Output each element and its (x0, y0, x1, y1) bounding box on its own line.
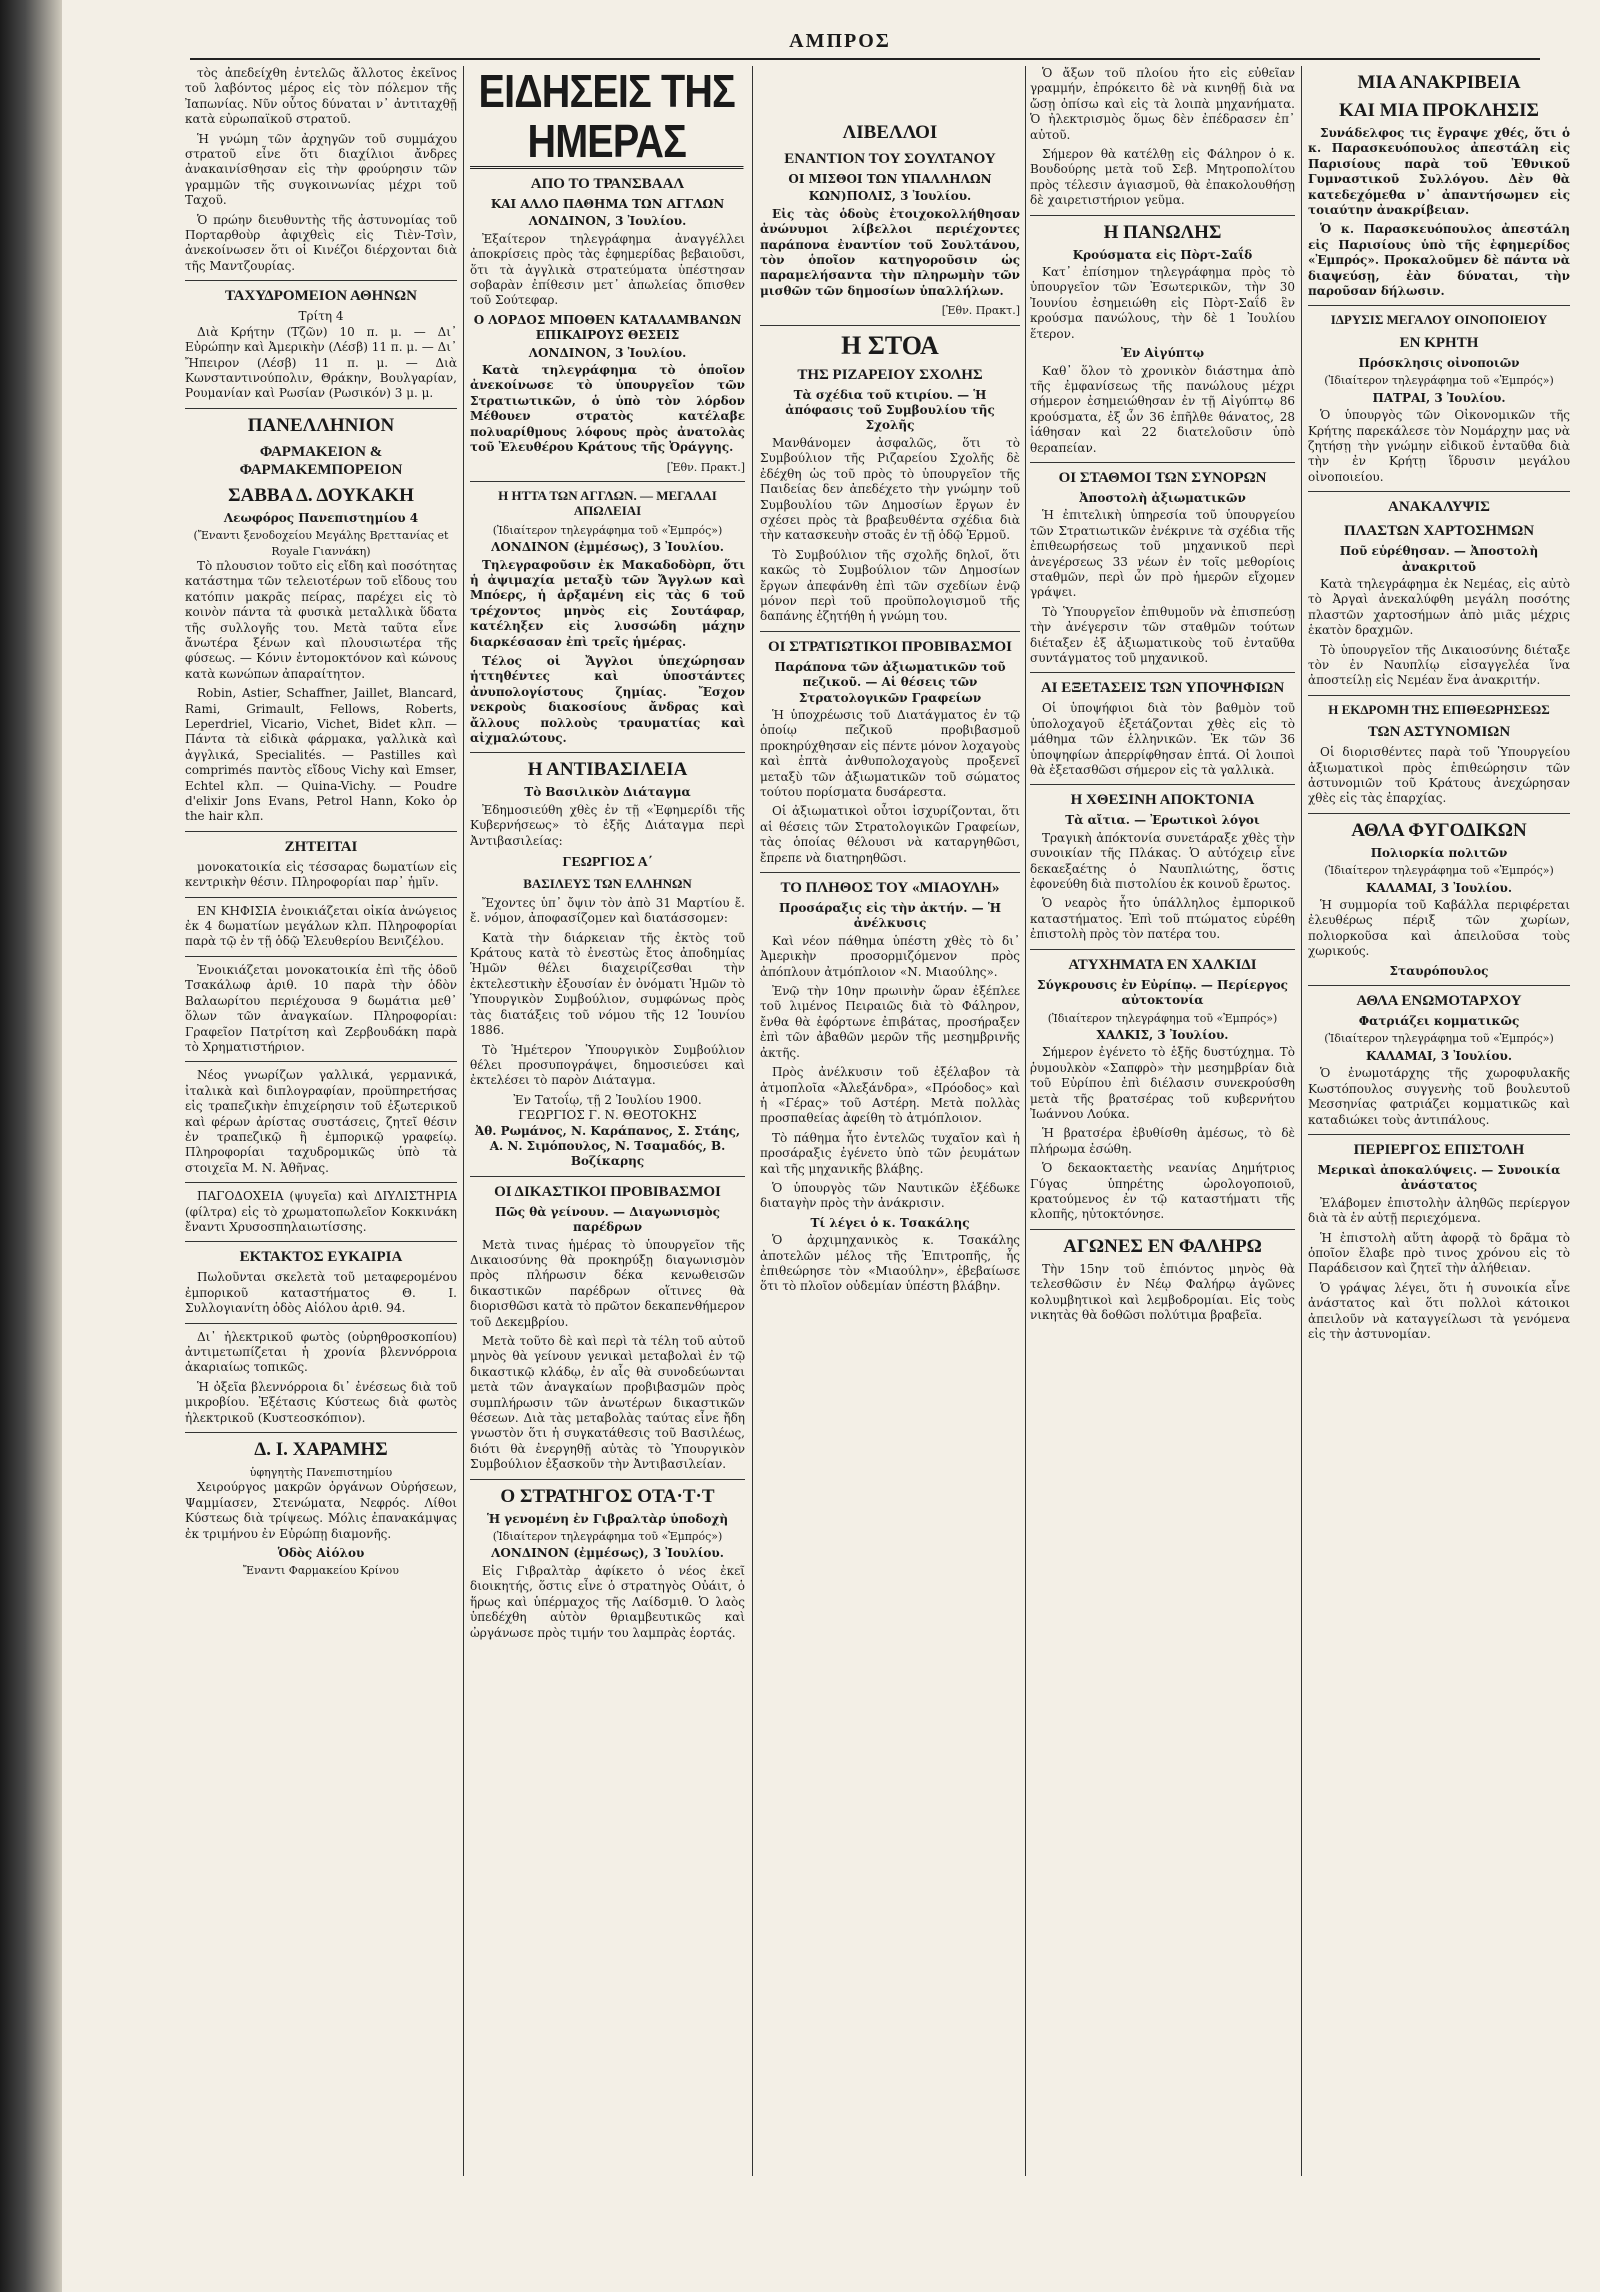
paragraph: Εἰς Γιβραλτὰρ ἀφίκετο ὁ νέος ἐκεῖ διοικητής, ὅστις εἶνε ὁ στρατηγὸς Οὐάιτ, ὁ ἥρως καὶ ὑπέρμαχος τῆς Λαίδσμιθ. Ὁ λαὸς ὑπεδέχθη αὐτὸν θριαμβευτικῶς καὶ ὠργάνωσε πρὸς τιμήν του λαμπρὰς ἑορτάς. (470, 1563, 745, 1640)
paragraph: Κατὰ τηλεγράφημα τὸ ὁποῖον ἀνεκοίνωσε τὸ ὑπουργεῖον τῶν Στρατιωτικῶν, ὁ ὑπὸ τὸν λόρδον Μέθουεν στρατὸς κατέλαβε πολυαρίθμους λόφους πρὸς ἀνατολὰς τοῦ Ἐλευθέρου Κράτους τῆς Ὀράγγης. (470, 363, 745, 455)
article-heading: ΑΠΟ ΤΟ ΤΡΑΝΣΒΑΑΛ (530, 176, 685, 192)
top-rule (190, 58, 1540, 60)
column-divider (1301, 66, 1302, 2176)
article-subheading: Κρούσματα εἰς Πὸρτ-Σαΐδ (1072, 247, 1253, 262)
divider (1030, 1229, 1295, 1230)
divider (1308, 813, 1570, 814)
column-divider (752, 66, 753, 2176)
article-subheading: Τί λέγει ὁ κ. Τσακάλης (810, 1215, 970, 1230)
divider (185, 408, 457, 409)
divider (185, 831, 457, 832)
ad-opportunity-heading: ΕΚΤΑΚΤΟΣ ΕΥΚΑΙΡΙΑ (239, 1249, 403, 1266)
article-subheading: Ἀποστολὴ ἀξιωματικῶν (1079, 490, 1246, 505)
dateline: ΛΟΝΔΙΝΟΝ, 3 Ἰουλίου. (528, 214, 687, 229)
divider (185, 956, 457, 957)
article-heading: Η ΑΝΤΙΒΑΣΙΛΕΙΑ (527, 759, 688, 781)
paragraph: Ἐλάβομεν ἐπιστολὴν ἀληθῶς περίεργον διὰ τὰ ἐν αὐτῇ περιεχόμενα. (1308, 1195, 1570, 1226)
paragraph: Καθ᾽ ὅλον τὸ χρονικὸν διάστημα ἀπὸ τῆς ἐμφανίσεως τῆς πανώλους μέχρι σήμερον ἐσημειώθησαν ἐν τῇ Αἰγύπτῳ 86 κρούσματα, ἐξ ὧν 36 ἐπῆλθε θάνατος, 28 ἰάθησαν καὶ 22 διατελοῦσιν ὑπὸ θεραπείαν. (1030, 363, 1295, 455)
ad-pharmacy-address: Λεωφόρος Πανεπιστημίου 4 (223, 510, 419, 525)
divider (185, 1182, 457, 1183)
paragraph: Ὁ δεκαοκταετὴς νεανίας Δημήτριος Γύγας ὑπηρέτης ὡρολογοποιοῦ, κρατούμενος ἐν τῷ καταστήματι τῆς κλοπῆς, ηὐτοκτόνησε. (1030, 1161, 1295, 1222)
dateline: ΛΟΝΔΙΝΟΝ, 3 Ἰουλίου. (528, 345, 687, 360)
divider (185, 1432, 457, 1433)
telegram-note: (Ἰδιαίτερον τηλεγράφημα τοῦ «Ἐμπρός») (1324, 864, 1554, 878)
article-heading-2: ΤΩΝ ΑΣΤΥΝΟΜΙΩΝ (1367, 724, 1511, 741)
divider (1308, 695, 1570, 696)
article-heading: Η ΠΑΝΩΛΗΣ (1103, 221, 1222, 243)
divider (1308, 491, 1570, 492)
source-note: [Ἐθν. Πρακτ.] (666, 460, 745, 474)
divider (470, 1176, 745, 1177)
ad-pharmacy-title: ΠΑΝΕΛΛΗΝΙΟΝ (247, 414, 395, 436)
paragraph: Ἐδημοσιεύθη χθὲς ἐν τῇ «Ἐφημερίδι τῆς Κυβερνήσεως» τὸ ἑξῆς Διάταγμα περὶ Ἀντιβασιλείας: (470, 802, 745, 848)
telegram-note: (Ἰδιαίτερον τηλεγράφημα τοῦ «Ἐμπρός») (1047, 1011, 1278, 1025)
article-subheading: Μερικαὶ ἀποκαλύψεις. — Συνοικία ἀνάστατος (1317, 1162, 1561, 1193)
article-subheading: Προσάραξις εἰς τὴν ἀκτήν. — Ἡ ἀνέλκυσις (779, 901, 1001, 931)
post-office-heading: ΤΑΧΥΔΡΟΜΕΙΟΝ ΑΘΗΝΩΝ (225, 288, 417, 305)
paragraph: Ὁ ὑπουργὸς τῶν Οἰκονομικῶν τῆς Κρήτης παρεκάλεσε τὸν Νομάρχην μας νὰ ζητήσῃ τὴν γνώμην εἰδικοῦ ἐνταῦθα διὰ τὴν ἐν Κρήτῃ ἵδρυσιν μεγάλου οἰνοποιείου. (1308, 408, 1570, 484)
article-subheading: Πρόσκλησις οἰνοποιῶν (1358, 355, 1520, 370)
paragraph: Πρὸς ἀνέλκυσιν τοῦ ἐξέλαβον τὰ ἀτμοπλοῖα «Ἀλεξάνδρα», «Πρόοδος» καὶ ἡ «Γέρας» τοῦ Αστέρη. Μετὰ πολλὰς προσπαθείας ἀφείθη τὸ ἀτμόπλοιον. (760, 1065, 1020, 1126)
paragraph: Ἡ συμμορία τοῦ Καβάλλα περιφέρεται ἐλευθέρως πέριξ τῶν χωρίων, πολιορκοῦσα καὶ ἀπειλοῦσα τοὺς χωρικούς. (1308, 898, 1570, 959)
paragraph: Τὸ Ὑπουργεῖον ἐπιθυμοῦν νὰ ἐπισπεύσῃ τὴν ἀνέγερσιν τῶν σταθμῶν τούτων διέταξεν ἐξ ἀξιωματικοὺς τοῦ ἐνταῦθα συντάγματος τοῦ μηχανικοῦ. (1030, 604, 1295, 665)
paragraph: Οἱ διορισθέντες παρὰ τοῦ Ὑπουργείου ἀξιωματικοὶ πρὸς ἐπιθεώρησιν τῶν ἀστυνομιῶν τοῦ Κράτους ἀνεχώρησαν χθὲς εἰς τὰς ἐπαρχίας. (1308, 745, 1570, 806)
article-subheading: Ἡ γενομένη ἐν Γιβραλτὰρ ὑποδοχὴ (486, 1511, 729, 1526)
ad-pharmacy-location: (Ἔναντι ξενοδοχείου Μεγάλης Βρεττανίας et Royale Γιαννάκη) (193, 529, 449, 558)
divider (1030, 672, 1295, 673)
paragraph: Συνάδελφος τις ἔγραψε χθές, ὅτι ὁ κ. Παρασκευόπουλος ἀπεστάλη εἰς Παρισίους παρὰ τοῦ Ἐθνικοῦ Γυμναστικοῦ Συλλόγου. Δὲν θὰ κατεδεχόμεθα ν᾽ ἀπαντήσωμεν εἰς τοιαύτην ἀνακρίβειαν. (1308, 126, 1570, 218)
divider (1030, 949, 1295, 950)
paragraph: Εἰς τὰς ὁδοὺς ἐτοιχοκολλήθησαν ἀνώνυμοι λίβελλοι περιέχοντες παράπονα ἐναντίον τοῦ Σουλτάνου, τὸν ὁποῖον κατηγοροῦσιν ὡς παραμελήσαντα τὴν πληρωμὴν τῶν μισθῶν τῶν δημοσίων ὑπαλλήλων. (760, 206, 1020, 298)
ad-doctor-address: Ὁδὸς Αἰόλου (277, 1546, 365, 1561)
telegram-note: (Ἰδιαίτερον τηλεγράφημα τοῦ «Ἐμπρός») (492, 523, 723, 537)
post-day: Τρίτη 4 (298, 309, 344, 324)
divider (1308, 305, 1570, 306)
ad-rent-text: Ἐνοικιάζεται μονοκατοικία ἐπὶ τῆς ὁδοῦ Τσακάλωφ ἀριθ. 10 παρὰ τὴν ὁδὸν Βαλαωρίτου περιέχουσα 9 δωμάτια μεθ᾽ ὅλων τῶν ἀναγκαίων. Πληροφορίαι: Γραφεῖον Πατρίτση καὶ Ζερβουδάκη παρὰ τὸ Χρηματιστήριον. (185, 962, 457, 1054)
article-subheading: Φατριάζει κομματικῶς (1358, 1014, 1520, 1029)
source-note: [Ἐθν. Πρακτ.] (941, 304, 1020, 318)
ad-medical-text-2: Ἡ ὀξεῖα βλεννόρροια δι᾽ ἐνέσεως διὰ τοῦ μικροβίου. Ἐξέτασις Κύστεως διὰ φωτὸς ἠλεκτρικοῦ (Κυστεοσκόπιον). (185, 1379, 457, 1425)
paragraph: Ἐξαίτερον τηλεγράφημα ἀναγγέλλει ἀποκρίσεις πρὸς τὰς ἐφημερίδας βεβαιοῦσι, ὅτι τὰ ἀγγλικὰ στρατεύματα ὑπέστησαν σοβαρὰν ἐπίθεσιν μετ᾽ ἀπωλείας ὄπισθεν τοῦ Σούτεφαρ. (470, 231, 745, 308)
decree-king: ΓΕΩΡΓΙΟΣ Α΄ (562, 855, 653, 871)
ad-job-text: Νέος γνωρίζων γαλλικά, γερμανικά, ἰταλικὰ καὶ διπλογραφίαν, προϋπηρετήσας εἰς τραπεζικὴν ἐπιχείρησιν τοῦ ἐξωτερικοῦ καὶ φέρων ἀρίστας συστάσεις, ζητεῖ θέσιν ἐν τραπεζικῷ ἢ ἐμπορικῷ γραφείῳ. Πληροφορίαι ταχυδρομικῶς ὑπὸ τὰ στοιχεῖα Μ. Ν. Ἀθῆνας. (185, 1068, 457, 1175)
post-schedule: Διὰ Κρήτην (Τζῶν) 10 π. μ. — Δι᾽ Εὐρώπην καὶ Ἀμερικὴν (Λέσβ) 11 π. μ. — Δι᾽ Ἤπειρον (Λέσβ) 11 π. μ. — Διὰ Κωνσταντινούπολιν, Θράκην, Βουλγαρίαν, Ρουμανίαν καὶ Ρωσίαν (Ρωσικόν) 3 μ. μ. (185, 324, 457, 401)
paragraph: Ἡ ἐπιτελικὴ ὑπηρεσία τοῦ ὑπουργείου τῶν Στρατιωτικῶν ἐνέκρινε τὰ σχέδια τῆς ἐπιθεωρήσεως τοῦ μηχανικοῦ περὶ ἀνεγέρσεως 33 νέων ἐν τοῖς μεθορίοις σταθμῶν, περὶ ὧν πρὸ ἡμερῶν εἴχομεν γράψει. (1030, 508, 1295, 600)
signature: Σταυρόπουλος (1389, 963, 1489, 978)
article-heading-2: ΠΛΑΣΤΩΝ ΧΑΡΤΟΣΗΜΩΝ (1343, 523, 1535, 540)
paragraph: Μανθάνομεν ἀσφαλῶς, ὅτι τὸ Συμβούλιον τῆς Ριζαρείου Σχολῆς δὲ ἐδέχθη ὡς τοῦ πρὸς τὸ ὑπουργεῖον τῆς Παιδείας δεν ἀπεδέχετο τὴν γνώμην τοῦ Συμβουλίου τῶν Δημοσίων ἔργων ἐν σχέσει πρὸς τὰ βραβευθέντα σχέδια διὰ τὴν κατασκευὴν στοᾶς ἐν τῇ ὁδῷ Ἑρμοῦ. (760, 435, 1020, 543)
article-subheading: ΟΙ ΜΙΣΘΟΙ ΤΩΝ ΥΠΑΛΛΗΛΩΝ (788, 172, 992, 186)
paragraph: Καὶ νέον πάθημα ὑπέστη χθὲς τὸ δι᾽ Ἀμερικὴν προσορμιζόμενον πρὸς ἀπόπλουν ἀτμόπλοιον «Ν. Μιαούλης». (760, 933, 1020, 979)
article-heading: ΜΙΑ ΑΝΑΚΡΙΒΕΙΑ (1357, 72, 1521, 93)
paragraph: Οἱ ὑποψήφιοι διὰ τὸν βαθμὸν τοῦ ὑπολοχαγοῦ ἐξετάζονται χθὲς εἰς τὸ μάθημα τῶν ἑλληνικῶν. Ἐκ τῶν 36 ὑποψηφίων ἀπερρίφθησαν ἐπτά. Οἱ λοιποὶ θὰ ἐξετασθῶσι σήμερον εἰς τὰ γαλλικὰ. (1030, 701, 1295, 778)
article-heading: ΑΓΩΝΕΣ ΕΝ ΦΑΛΗΡΩ (1063, 1235, 1262, 1257)
telegram-note: (Ἰδιαίτερον τηλεγράφημα τοῦ «Ἐμπρός») (1324, 374, 1554, 388)
paragraph: Τὴν 15ην τοῦ ἐπιόντος μηνὸς θὰ τελεσθῶσιν ἐν Νέῳ Φαλήρῳ ἀγῶνες κολυμβητικοὶ καὶ λεμβοδρομίαι. Εἰς τοὺς νικητὰς θὰ δοθῶσι πολύτιμα βραβεῖα. (1030, 1261, 1295, 1322)
paragraph: Ἔχοντες ὑπ᾽ ὄψιν τὸν ἀπὸ 31 Μαρτίου ἔ. ἔ. νόμον, ἀποφασίζομεν καὶ διατάσσομεν: (470, 895, 745, 926)
paragraph: Κατὰ τηλεγράφημα ἐκ Νεμέας, εἰς αὐτὸ τὸ Ἀργαὶ ἀνεκαλύφθη μεγάλη ποσότης πλαστῶν χαρτοσήμων ἀπὸ μιᾶς μέχρις ἑκατὸν δραχμῶν. (1308, 576, 1570, 638)
paragraph: Τὸ Ἡμέτερον Ὑπουργικὸν Συμβούλιον θέλει προσυπογράψει, δημοσιεύσει καὶ ἐκτελέσει τὸ παρὸν Διάταγμα. (470, 1042, 745, 1088)
article-heading-2: ΤΗΣ ΡΙΖΑΡΕΙΟΥ ΣΧΟΛΗΣ (797, 366, 983, 383)
ad-kifisia-text: ΕΝ ΚΗΦΙΣΙΑ ἐνοικιάζεται οἰκία ἀνώγειος ἐκ 4 δωματίων μεγάλων κλπ. Πληροφορίαι παρὰ τῷ ἐν τῇ ὁδῷ Ἐλευθερίου Βενιζέλου. (185, 903, 457, 949)
divider (185, 1061, 457, 1062)
divider (1030, 784, 1295, 785)
dateline: ΚΑΛΑΜΑΙ, 3 Ἰουλίου. (1365, 880, 1513, 895)
divider (470, 1479, 745, 1480)
paragraph: Ὁ γράψας λέγει, ὅτι ἡ συνοικία εἶνε ἀνάστατος καὶ ὅτι πολλοὶ κάτοικοι ἀπειλοῦν νὰ καταγγείλωσι τὰ γενόμενα εἰς τὴν ἀστυνομίαν. (1308, 1280, 1570, 1341)
paragraph: Τηλεγραφοῦσιν ἐκ Μακαδοδὸρπ, ὅτι ἡ ἀψιμαχία μεταξὺ τῶν Ἄγγλων καὶ Μπόερς, ἡ ἀρξαμένη εἰς τὰς 6 τοῦ τρέχοντος μηνὸς εἰς Σουτάφαρ, κατέληξεν εἰς λυσσώδη μάχην διαρκέσασαν ἐπὶ τρεῖς ἡμέρας. (470, 557, 745, 649)
article-heading-2: ΕΝ ΚΡΗΤΗ (1399, 334, 1479, 351)
paragraph: Κατὰ τὴν διάρκειαν τῆς ἐκτὸς τοῦ Κράτους κατὰ τὸ ἐνεστὼς ἔτος ἀποδημίας Ἡμῶν θέλει διαχειρίζεσθαι τὴν ἐκτελεστικὴν ἐξουσίαν ἐν ὀνόματι Ἡμῶν τὸ Ὑπουργικὸν Συμβούλιον, συμφώνως πρὸς τὰς διατάξεις τοῦ νόμου τῆς 12 Ἰουνίου 1886. (470, 930, 745, 1038)
column-2 (470, 66, 745, 2176)
article-heading: ΟΙ ΔΙΚΑΣΤΙΚΟΙ ΠΡΟΒΙΒΑΣΜΟΙ (494, 1183, 721, 1200)
article-heading-2: ΕΝΑΝΤΙΟΝ ΤΟΥ ΣΟΥΛΤΑΝΟΥ (784, 151, 996, 167)
article-heading: ΑΝΑΚΑΛΥΨΙΣ (1387, 499, 1490, 516)
divider (470, 752, 745, 753)
divider (1308, 1134, 1570, 1135)
ad-ice-text: ΠΑΓΟΔΟΧΕΙΑ (ψυγεῖα) καὶ ΔΙΥΛΙΣΤΗΡΙΑ (φίλτρα) εἰς τὸ χρωματοπωλεῖον Κοκκινάκη ἔναντι Χρυσοσπηλαιωτίσσης. (185, 1189, 457, 1234)
decree-ministers: Ἀθ. Ρωμάνος, Ν. Καράπανος, Σ. Στάης, Α. Ν. Σιμόπουλος, Ν. Τσαμαδός, Β. Βοζίκαρης (474, 1123, 741, 1169)
paragraph: Σήμερον ἐγένετο τὸ ἑξῆς δυστύχημα. Τὸ ῥυμουλκὸν «Σαπφρὸ» τὴν μεσημβρίαν διὰ τοῦ Εὐρίπου ἐπὶ διέλασιν συνεκρούσθη μετὰ τῆς βρατσέρας τοῦ κυβερνήτου Ἰωάννου Λούκα. (1030, 1045, 1295, 1121)
divider (185, 897, 457, 898)
paragraph: Οἱ ἀξιωματικοὶ οὗτοι ἰσχυρίζονται, ὅτι αἱ θέσεις τῶν Στρατολογικῶν Γραφείων, τὰς ὁποίας θέλουσι νὰ καταργηθῶσι, ἔπρεπε νὰ διατηρηθῶσι. (760, 804, 1020, 865)
article-heading: ΑΤΥΧΗΜΑΤΑ ΕΝ ΧΑΛΚΙΔΙ (1068, 956, 1257, 973)
paragraph: Ὁ κ. Παρασκευόπουλος ἀπεστάλη εἰς Παρισίους ὑπὸ τῆς ἐφημερίδος «Ἐμπρός». Προκαλοῦμεν δὲ πάντα νὰ διαψεύσῃ, ἐὰν δύναται, τὴν παροῦσαν δήλωσιν. (1308, 222, 1570, 299)
article-heading: Ο ΣΤΡΑΤΗΓΟΣ ΟΤΑ·Τ·Τ (500, 1485, 715, 1507)
article-heading: Η ΧΘΕΣΙΝΗ ΑΠΟΚΤΟΝΙΑ (1070, 792, 1255, 809)
ad-pharmacy-subtitle: ΦΑΡΜΑΚΕΙΟΝ & ΦΑΡΜΑΚΕΜΠΟΡΕΙΟΝ (239, 443, 403, 478)
column-divider (463, 66, 464, 2176)
ad-opportunity-text: Πωλοῦνται σκελετὰ τοῦ μεταφερομένου ἐμπορικοῦ καταστήματος Θ. Ι. Συλλογιανίτη ὁδὸς Αἰόλου ἀριθ. 94. (185, 1270, 457, 1316)
article-heading: ΛΙΒΕΛΛΟΙ (842, 122, 938, 143)
article-heading: ΟΙ ΣΤΑΘΜΟΙ ΤΩΝ ΣΥΝΟΡΩΝ (1058, 469, 1267, 486)
paragraph: Ὁ ἀρχιμηχανικὸς κ. Τσακάλης ἀποτελῶν μέλος τῆς Ἐπιτροπῆς, ἧς ἐπιθεώρησε τὸν «Μιαούλην», ἐβεβαίωσε ὅτι τὸ πλοῖον οὐδεμίαν ὑπέστη βλάβην. (760, 1233, 1020, 1294)
scan-edge-shadow (0, 0, 62, 2292)
paragraph: Τὸ Συμβούλιον τῆς σχολῆς δηλοῖ, ὅτι κακῶς τὸ Συμβούλιον τῶν Δημοσίων ἔργων ἀπεφάνθη ἐπὶ τῶν σχεδίων ἐνῷ μόνον περὶ τοῦ προϋπολογισμοῦ τῆς δαπάνης ἐζητήθη ἡ γνώμη του. (760, 547, 1020, 624)
divider (1030, 462, 1295, 463)
ad-doctor-title: ὑφηγητὴς Πανεπιστημίου (249, 1466, 393, 1480)
article-subheading: Σύγκρουσις ἐν Εὐρίπῳ. — Περίεργος αὐτοκτονία (1037, 977, 1288, 1008)
paragraph: Μετὰ τοῦτο δὲ καὶ περὶ τὰ τέλη τοῦ αὐτοῦ μηνὸς θὰ γείνουν γενικαὶ μεταβολαὶ ἐν τῷ δικαστικῷ κλάδῳ, ἐν αἷς θὰ συνοδεύωνται μετὰ τῶν ἀναγκαίων προβιβασμῶν πρὸς συμπλήρωσιν τῶν ἀνωτέρων δικαστικῶν θέσεων. Διὰ τὰς μεταβολὰς ταύτας εἶνε ἤδη γνωστὸν ὅτι ἡ συγκατάθεσις τοῦ Βασιλέως, διότι θὰ ἐνεργηθῇ αὐτὰς τὸ Ὑπουργικὸν Συμβούλιον ἐξασκοῦν τὴν Ἀντιβασιλείαν. (470, 1334, 745, 1472)
divider (1030, 215, 1295, 216)
decree-signatures: ΓΕΩΡΓΙΟΣ Γ. Ν. ΘΕΟΤΟΚΗΣ (518, 1108, 697, 1123)
masthead: ΑΜΠΡΟΣ (789, 30, 891, 52)
paragraph: Σήμερον θὰ κατέλθῃ εἰς Φάληρον ὁ κ. Βουδούρης μετὰ τοῦ Σεβ. Μητροπολίτου πρὸς τέλεσιν ἁγιασμοῦ, θὰ ἐπακολουθήσῃ δὲ χαιρετιστήριον γεῦμα. (1030, 147, 1295, 208)
dateline: ΚΩΝ)ΠΟΛΙΣ, 3 Ἰουλίου. (808, 189, 972, 204)
divider (1308, 985, 1570, 986)
article-heading-2: ΚΑΙ ΜΙΑ ΠΡΟΚΛΗΣΙΣ (1339, 100, 1539, 121)
article-subheading: Ἐν Αἰγύπτῳ (1120, 346, 1205, 361)
ad-doctor-text: Χειρούργος μακρῶν ὀργάνων Οὐρήσεων, Ψαμμίασεν, Στενώματα, Νεφρός. Λίθοι Κύστεως διὰ τρίψεως. Μόλις ἐπανακάμψας ἐκ τριμήνου ἐν Εὐρώπῃ διαμονῆς. (185, 1480, 457, 1541)
decree-title: ΒΑΣΙΛΕΥΣ ΤΩΝ ΕΛΛΗΝΩΝ (523, 876, 692, 892)
article-subheading: Παράπονα τῶν ἀξιωματικῶν τοῦ πεζικοῦ. — Αἱ θέσεις τῶν Στρατολογικῶν Γραφείων (774, 659, 1006, 705)
ad-doctor-address-2: Ἔναντι Φαρμακείου Κρίνου (243, 1564, 399, 1578)
divider (185, 1323, 457, 1324)
article-heading: Η ΣΤΟΑ (841, 330, 939, 360)
article-heading: Η ΗΤΤΑ ΤΩΝ ΑΓΓΛΩΝ. — ΜΕΓΑΛΑΙ ΑΠΩΛΕΙΑΙ (498, 487, 717, 519)
article-heading: ΑΘΛΑ ΕΝΩΜΟΤΑΡΧΟΥ (1356, 993, 1522, 1010)
column-4 (1030, 66, 1295, 2176)
divider (760, 872, 1020, 873)
article-subheading: Τὰ αἴτια. — Ἐρωτικοὶ λόγοι (1065, 813, 1260, 828)
paragraph: Ὁ πρώην διευθυντὴς τῆς ἀστυνομίας τοῦ Πορταρθοὺρ ἀφιχθεὶς εἰς Τιὲν-Τσὶν, ἀνεκοίνωσεν ὅτι οἱ Κινέζοι διέρχονται διὰ τῆς Μαντζουρίας. (185, 212, 457, 273)
paragraph: Ἡ ὑποχρέωσις τοῦ Διατάγματος ἐν τῷ ὁποίῳ πεζικοῦ προβιβασμοῦ προκηρύχθησαν εἰς πέντε μόνον λοχαγοὺς καὶ ἐπτὰ ἀνθυπολοχαγοὺς προξενεῖ μεταξὺ τῶν ἀξιωματικῶν τοῦ σώματος τούτου πορίσματα δυσάρεστα. (760, 707, 1020, 799)
paragraph: τὸς ἀπεδείχθη ἐντελῶς ἄλλοτος ἐκεῖνος τοῦ λαβόντος μέρος εἰς τὸν πόλεμον τῆς Ἰαπωνίας. Νῦν οὗτος δύναται ν᾽ ἀντιταχθῇ κατὰ εὐρωπαϊκοῦ στρατοῦ. (185, 66, 457, 127)
article-heading: Η ΕΚΔΡΟΜΗ ΤΗΣ ΕΠΙΘΕΩΡΗΣΕΩΣ (1328, 701, 1550, 717)
paragraph: Τραγικὴ ἀπόκτονία συνετάραξε χθὲς τὴν συνοικίαν τῆς Πλάκας. Ὁ αὐτόχειρ εἶνε δεκαεξαέτης ὁ Ναυπλιώτης, ὅστις ἐφονεύθη διὰ πιστολίου ἐκ κοινοῦ ἔρωτος. (1030, 830, 1295, 892)
section-banner: ΕΙΔΗΣΕΙΣ ΤΗΣ ΗΜΕΡΑΣ (470, 66, 743, 169)
dateline: ΛΟΝΔΙΝΟΝ (ἐμμέσως), 3 Ἰουλίου. (491, 540, 724, 555)
ad-pharmacy-owner: ΣΑΒΒΑ Δ. ΔΟΥΚΑΚΗ (228, 484, 414, 506)
article-heading: ΟΙ ΣΤΡΑΤΙΩΤΙΚΟΙ ΠΡΟΒΙΒΑΣΜΟΙ (767, 638, 1013, 655)
ad-wanted-heading: ΖΗΤΕΙΤΑΙ (284, 838, 358, 855)
paragraph: Τὸ ὑπουργεῖον τῆς Δικαιοσύνης διέταξε τὸν ἐν Ναυπλίῳ εἰσαγγελέα ἵνα ἀποστείλῃ εἰς Νεμέαν ἕνα ἀνακριτήν. (1308, 642, 1570, 688)
article-heading: ΑΘΛΑ ΦΥΓΟΔΙΚΩΝ (1351, 819, 1527, 841)
article-heading: ΠΕΡΙΕΡΓΟΣ ΕΠΙΣΤΟΛΗ (1353, 1141, 1525, 1158)
paragraph: Ὁ ἐνωμοτάρχης τῆς χωροφυλακῆς Κωστόπουλος συγγενὴς τοῦ βουλευτοῦ Μεσσηνίας φατριάζει κομματικῶς καὶ καταδιώκει τοὺς ἀντιπάλους. (1308, 1066, 1570, 1127)
column-5 (1308, 66, 1570, 2176)
article-heading: ΑΙ ΕΞΕΤΑΣΕΙΣ ΤΩΝ ΥΠΟΨΗΦΙΩΝ (1040, 680, 1285, 697)
paragraph: Ὁ ὑπουργὸς τῶν Ναυτικῶν ἐξέδωκε διαταγὴν πρὸς τὴν ἀνάκρισιν. (760, 1180, 1020, 1211)
paragraph: Μετὰ τινας ἡμέρας τὸ ὑπουργεῖον τῆς Δικαιοσύνης θὰ προκηρύξῃ διαγωνισμὸν πρὸς πλήρωσιν δέκα κενωθεισῶν δικαστικῶν παρέδρων οἵτινες θὰ διορισθῶσι κατὰ τὸ πρῶτον δεκαπενθήμερον τοῦ Δεκεμβρίου. (470, 1237, 745, 1329)
paragraph: Ἡ ἐπιστολὴ αὕτη ἀφορᾷ τὸ δρᾶμα τὸ ὁποῖον ἔλαβε πρὸ τινος χρόνου εἰς τὸ Παράδεισον καὶ ζητεῖ τὴν ἀλήθειαν. (1308, 1230, 1570, 1276)
paragraph: Ἡ βρατσέρα ἐβυθίσθη ἀμέσως, τὸ δὲ πλήρωμα ἐσώθη. (1030, 1126, 1295, 1156)
telegram-note: (Ἰδιαίτερον τηλεγράφημα τοῦ «Ἐμπρός») (492, 1530, 723, 1544)
ad-pharmacy-text: Τὸ πλουσιον τοῦτο εἰς εἴδη καὶ ποσότητας κατάστημα τῶν τελειοτέρων τοῦ εἴδους του κατόπιν μακρᾶς πείρας, παρέχει εἰς τὸ κοινὸν πάντα τὰ φυσικὰ μεταλλικὰ ὕδατα τῆς συλλογῆς του. Μετὰ ταῦτα εἶνε ἄνωτέρα ξένων καὶ πλουσιωτέρα τῆς φύσεως. — Κόνιν ἐντομοκτόνον καὶ κώνους κατὰ κωνώπων ἀπαραίτητον. (185, 558, 457, 681)
paragraph: Κατ᾽ ἐπίσημον τηλεγράφημα πρὸς τὸ ὑπουργεῖον τῶν Ἐσωτερικῶν, τὴν 30 Ἰουνίου ἐσημειώθη εἰς Πὸρτ-Σαΐδ ἓν κρούσμα πανώλους, τὴν δὲ 1 Ἰουλίου ἕτερον. (1030, 265, 1295, 341)
column-3 (760, 66, 1020, 2176)
paragraph: Τὸ πάθημα ἦτο ἐντελῶς τυχαῖον καὶ ἡ προσάραξις ἐγένετο ὑπὸ τῶν ῥευμάτων καὶ τῆς μηχανικῆς βλάβης. (760, 1130, 1020, 1176)
article-heading: ΤΟ ΠΛΗΘΟΣ ΤΟΥ «ΜΙΑΟΥΛΗ» (780, 880, 1000, 897)
column-divider (1025, 66, 1026, 2176)
divider (760, 631, 1020, 632)
article-subheading: Τὸ Βασιλικὸν Διάταγμα (524, 785, 691, 800)
dateline: ΚΑΛΑΜΑΙ, 3 Ἰουλίου. (1365, 1048, 1513, 1063)
telegram-note: (Ἰδιαίτερον τηλεγράφημα τοῦ «Ἐμπρός») (1324, 1032, 1554, 1046)
divider (470, 481, 745, 482)
dateline: ΛΟΝΔΙΝΟΝ (ἐμμέσως), 3 Ἰουλίου. (491, 1546, 724, 1561)
paragraph: Ὁ ἄξων τοῦ πλοίου ἦτο εἰς εὐθεῖαν γραμμήν, ἐπρόκειτο δὲ νὰ κινηθῇ διὰ να ὤσῃ ὀπίσω καὶ εἰς τὰ λοιπὰ μηχανήματα. Ὁ ἠλεκτρισμὸς ὅμως δὲν ἐπέδρασεν ἐπ᾽ αὐτοῦ. (1030, 66, 1295, 142)
decree-date: Ἐν Τατοΐῳ, τῇ 2 Ἰουλίου 1900. (513, 1092, 702, 1107)
paragraph: Τέλος οἱ Ἄγγλοι ὑπεχώρησαν ἡττηθέντες καὶ ὑποστάντες ἀνυπολογίστους ζημίας. Ἔσχον νεκροὺς διακοσίους ἄνδρας καὶ ἄλλους πολλοὺς τραυματίας καὶ αἰχμαλώτους. (470, 653, 745, 745)
ad-doctor-name: Δ. Ι. ΧΑΡΑΜΗΣ (254, 1439, 388, 1461)
article-subheading: Ποῦ εὑρέθησαν. — Ἀποστολὴ ἀνακριτοῦ (1339, 544, 1539, 574)
paragraph: Ὁ νεαρὸς ἦτο ὑπάλληλος ἐμπορικοῦ καταστήματος. Ἐπὶ τοῦ πτώματος εὑρέθη ἐπιστολὴ πρὸς τὸν πατέρα του. (1030, 896, 1295, 942)
article-subheading: ΚΑΙ ΑΛΛΟ ΠΑΘΗΜΑ ΤΩΝ ΑΓΓΛΩΝ (490, 197, 725, 211)
dateline: ΧΑΛΚΙΣ, 3 Ἰουλίου. (1096, 1027, 1229, 1042)
ad-pharmacy-brands: Robin, Astier, Schaffner, Jaillet, Blancard, Rami, Grimault, Fellows, Roberts, Leperdriel, Vicario, Vichet, Bidet κλπ. — Πάντα τὰ εἰδικὰ φάρμακα, γαλλικὰ καὶ ἀγγλικά, Specialités. — Pastilles καὶ comprimés παντὸς εἴδους Vichy καὶ Emser, Echtel κλπ. — Quina-Vichy. — Poudre d'elixir Jons Evans, Petrol Hann, Koko ὀρ the hair κλπ. (185, 686, 457, 824)
article-subheading: Ο ΛΟΡΔΟΣ ΜΠΟΘΕΝ ΚΑΤΑΛΑΜΒΑΝΩΝ ΕΠΙΚΑΙΡΟΥΣ ΘΕΣΕΙΣ (473, 312, 742, 343)
divider (185, 1241, 457, 1242)
dateline: ΠΑΤΡΑΙ, 3 Ἰουλίου. (1372, 390, 1506, 405)
divider (185, 280, 457, 281)
paragraph: Ἡ γνώμη τῶν ἀρχηγῶν τοῦ συμμάχου στρατοῦ εἶνε ὅτι διαχίλιοι ἄνδρες ἀνακαινίσθησαν εἰς τὴν φρούρησιν τῶν γραμμῶν τῆς συγκοινωνίας μέχρι τοῦ Ταχοῦ. (185, 131, 457, 208)
paragraph: Ἐνῷ τὴν 10ην πρωινὴν ὥραν ἐξέπλεε τοῦ λιμένος Πειραιῶς διὰ τὸ Φάληρον, ἔνθα θὰ ἐφόρτωνε ἐπιβάτας, προσήραξεν ἐπὶ τῶν ἀβαθῶν μερῶν τῆς μεσημβρινῆς ἀκτῆς. (760, 984, 1020, 1060)
ad-wanted-text: μονοκατοικία εἰς τέσσαρας δωματίων εἰς κεντρικὴν θέσιν. Πληροφορίαι παρ᾽ ἡμῖν. (185, 859, 457, 890)
article-heading: ΙΔΡΥΣΙΣ ΜΕΓΑΛΟΥ ΟΙΝΟΠΟΙΕΙΟΥ (1330, 312, 1548, 328)
article-subheading: Τὰ σχέδια τοῦ κτιρίου. — Ἡ ἀπόφασις τοῦ Συμβουλίου τῆς Σχολῆς (785, 387, 995, 433)
article-subheading: Πολιορκία πολιτῶν (1370, 845, 1508, 860)
article-subheading: Πῶς θὰ γείνουν. — Διαγωνισμὸς παρέδρων (495, 1204, 720, 1235)
column-1 (185, 66, 457, 2176)
ad-medical-text: Δι᾽ ἠλεκτρικοῦ φωτὸς (οὐρηθροσκοπίου) ἀντιμετωπίζεται ἡ χρονία βλεννόρροια ἀκαριαίως τοπικῶς. (185, 1329, 457, 1375)
divider (760, 325, 1020, 326)
